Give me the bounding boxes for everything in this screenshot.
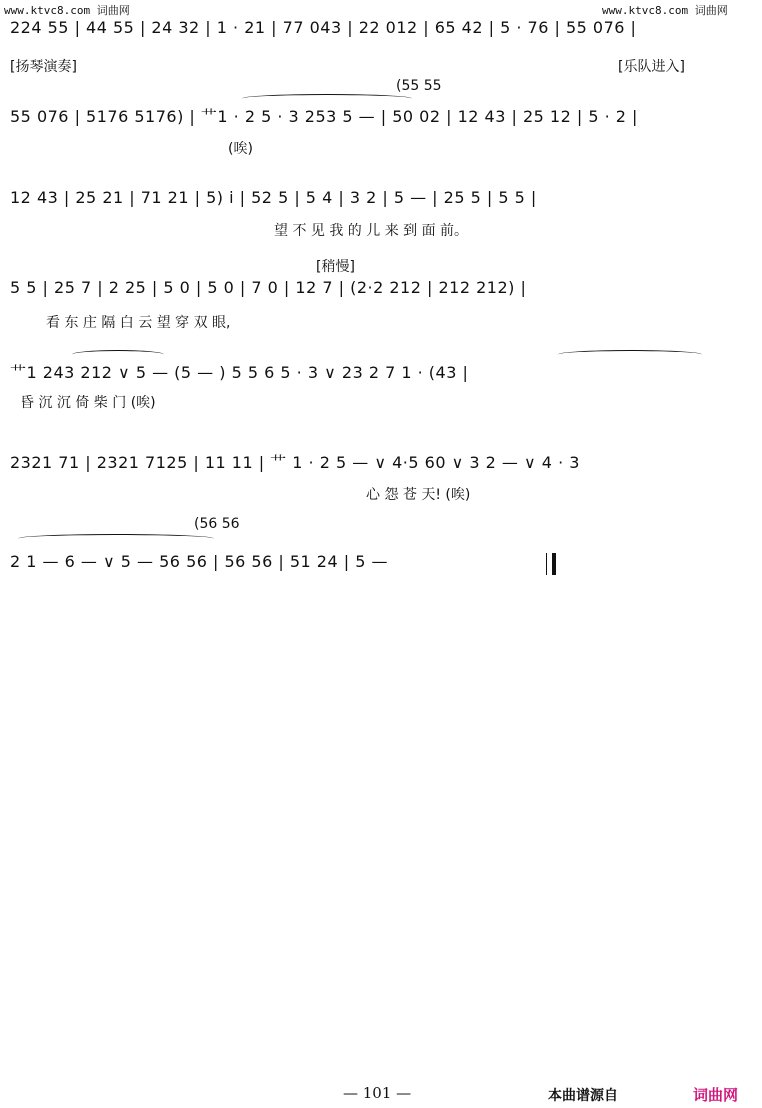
notation-line: 12 43 | 25 21 | 71 21 | 5) i | 52 5 | 5 4 | 3 2 | 5 — | 25 5 | 5 5 |: [10, 188, 537, 207]
notation-line: 5 5 | 25 7 | 2 25 | 5 0 | 5 0 | 7 0 | 12 7 | (2·2 212 | 212 212) |: [10, 278, 527, 297]
notation-line: 2321 71 | 2321 7125 | 11 11 | 艹 1 · 2 5 — ∨ 4·5 60 ∨ 3 2 — ∨ 4 · 3: [10, 453, 580, 472]
page-number: — 101 —: [343, 1084, 412, 1102]
watermark-right: www.ktvc8.com 词曲网: [602, 4, 728, 17]
notation-line: 艹1 243 212 ∨ 5 — (5 — ) 5 5 6 5 · 3 ∨ 23 2 7 1 · (43 |: [10, 363, 469, 382]
section-mark: [扬琴演奏]: [10, 59, 77, 75]
slur: [18, 534, 214, 543]
site-logo: 词曲网: [693, 1086, 739, 1104]
interjection: (唉): [228, 141, 253, 157]
grace-notes: (55 55: [396, 78, 442, 94]
source-note: 本曲谱源自: [548, 1088, 618, 1104]
section-mark: [乐队进入]: [618, 59, 685, 75]
lyrics-line: 心 怨 苍 天! (唉): [366, 487, 471, 503]
slur: [558, 350, 702, 359]
watermark-left: www.ktvc8.com 词曲网: [4, 4, 130, 17]
lyrics-line: 看 东 庄 隔 白 云 望 穿 双 眼,: [46, 315, 231, 331]
notation-line: 224 55 | 44 55 | 24 32 | 1 · 21 | 77 043 | 22 012 | 65 42 | 5 · 76 | 55 076 |: [10, 18, 637, 37]
notation-line: 55 076 | 5176 5176) | 艹1 · 2 5 · 3 253 5 — | 50 02 | 12 43 | 25 12 | 5 · 2 |: [10, 107, 638, 126]
slur: [72, 350, 164, 359]
final-barline-thin: [546, 553, 547, 575]
lyrics-line: 昏 沉 沉 倚 柴 门 (唉): [20, 395, 156, 411]
slur: [242, 94, 412, 103]
grace-notes: (56 56: [194, 516, 240, 532]
lyrics-line: 望 不 见 我 的 儿 来 到 面 前。: [274, 223, 469, 239]
tempo-mark: [稍慢]: [316, 259, 355, 275]
notation-line: 2 1 — 6 — ∨ 5 — 56 56 | 56 56 | 51 24 | 5 —: [10, 552, 388, 571]
final-barline-thick: [552, 553, 556, 575]
